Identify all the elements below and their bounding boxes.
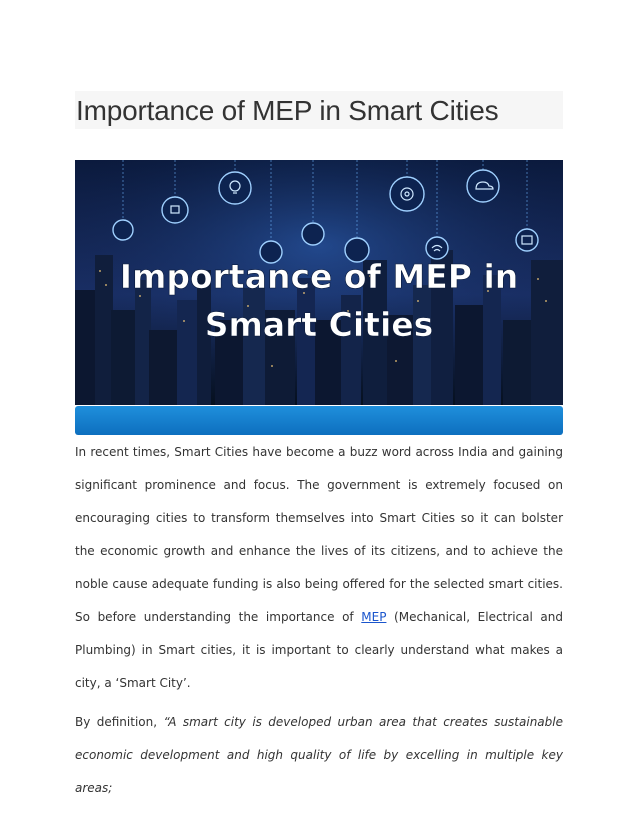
definition-lead: By definition, [75,715,164,729]
hero-image [75,160,563,405]
paragraph-definition [75,706,563,805]
paragraph-intro-text: In recent times, Smart Cities have become a buzz word across India and gaining significant prominence and focus. The government is extremely focused on encouraging cities to transform themselves into Smart Cities so it can bolster the economic growth and enhance the lives of its citizens, and to achieve the noble cause adequate funding is also being offered for the selected smart cities. So before understanding the importance of [75,445,563,624]
hero-heading-line2: Smart Cities [204,305,434,344]
hero-heading-line1: Importance of MEP in [119,257,519,296]
paragraph-intro-tail: (Mechanical, Electrical and Plumbing) in Smart cities, it is important to clearly understand what makes a city, a ‘Smart City’. [75,610,563,690]
article-body [75,436,563,805]
definition-quote: “A smart city is developed urban area that creates sustainable economic development and high quality of life by excelling in multiple key areas; [75,715,563,795]
blue-divider-bar [75,406,563,435]
mep-link[interactable]: MEP [361,610,387,624]
paragraph-intro [75,436,563,700]
page-title: Importance of MEP in Smart Cities [76,95,499,126]
